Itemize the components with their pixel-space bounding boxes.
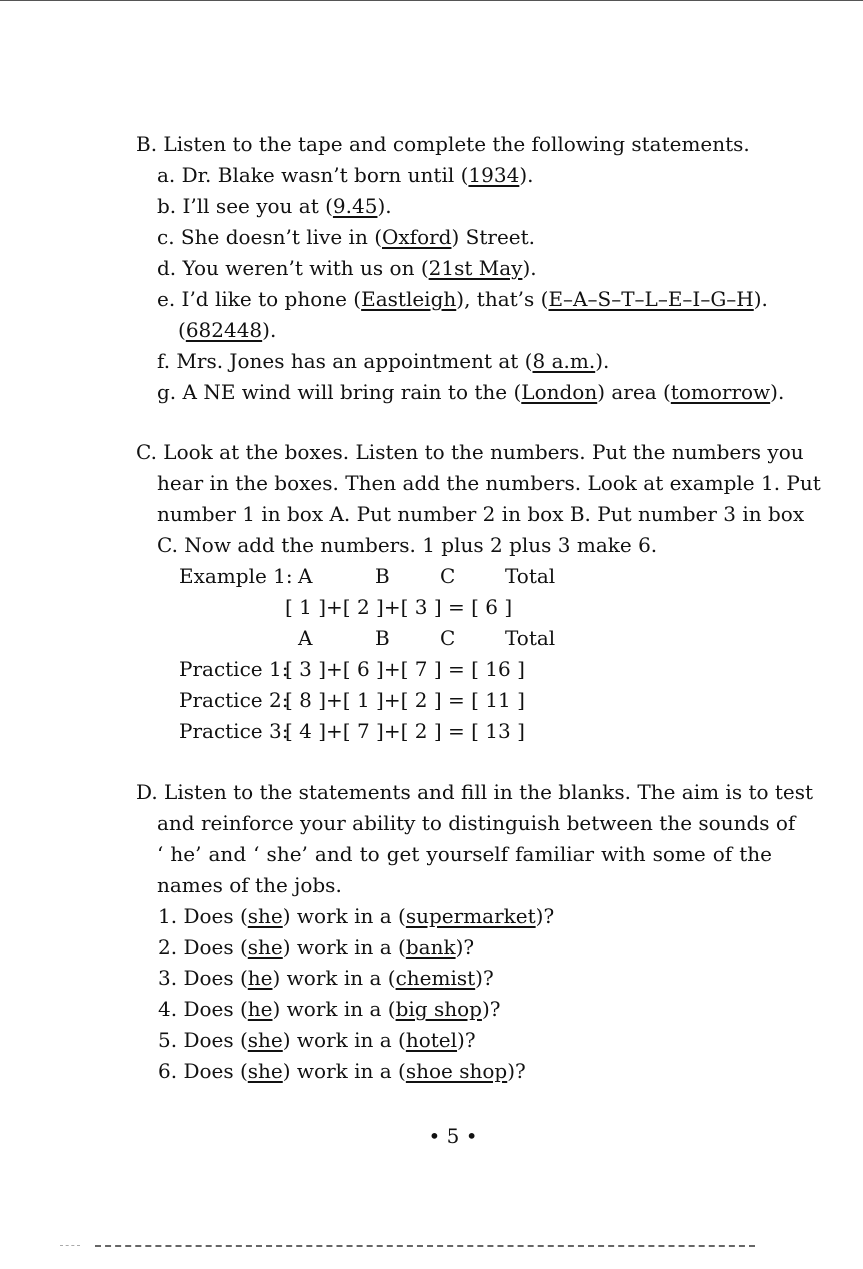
answer: she [247, 935, 283, 959]
answer: she [247, 1059, 283, 1083]
answer: big shop [395, 997, 482, 1021]
section-d-item-2 [158, 935, 474, 959]
item-text: 6. Does ( [158, 1059, 248, 1083]
item-text: ). [770, 380, 785, 404]
item-text: 3. Does ( [158, 966, 248, 990]
section-c-line-4: C. Now add the numbers. 1 plus 2 plus 3 make 6. [157, 533, 658, 557]
section-b-heading: B. Listen to the tape and complete the following statements. [136, 132, 750, 156]
page-number: • 5 • [428, 1124, 478, 1148]
section-d-line-4: names of the jobs. [157, 873, 342, 897]
answer: chemist [395, 966, 476, 990]
item-text: 2. Does ( [158, 935, 248, 959]
practice-3-row: [ 4 ]+[ 7 ]+[ 2 ] = [ 13 ] [285, 719, 525, 743]
column-a-header: A [298, 564, 313, 588]
item-text: ). [522, 256, 537, 280]
item-text: f. Mrs. Jones has an appointment at ( [157, 349, 533, 373]
item-text: ( [178, 318, 186, 342]
item-text: ) work in a ( [282, 904, 406, 928]
section-d-item-4 [158, 997, 500, 1021]
bottom-mark [60, 1245, 80, 1246]
section-b-item-c [157, 225, 535, 249]
item-text: e. I’d like to phone ( [157, 287, 362, 311]
item-text: )? [455, 935, 475, 959]
section-d-line-3: ‘ he’ and ‘ she’ and to get yourself familiar with some of the [157, 842, 772, 866]
item-text: ) area ( [597, 380, 671, 404]
practice-2-row: [ 8 ]+[ 1 ]+[ 2 ] = [ 11 ] [285, 688, 525, 712]
column-c-header: C [440, 564, 456, 588]
practice-1-label: Practice 1: [179, 657, 289, 681]
column-b-header: B [375, 564, 390, 588]
item-text: 1. Does ( [158, 904, 248, 928]
practice-1-row: [ 3 ]+[ 6 ]+[ 7 ] = [ 16 ] [285, 657, 525, 681]
section-b-item-b [157, 194, 392, 218]
item-text: b. I’ll see you at ( [157, 194, 333, 218]
answer: London [521, 380, 598, 404]
item-text: 5. Does ( [158, 1028, 248, 1052]
item-text: ) work in a ( [282, 1059, 406, 1083]
item-text: )? [535, 904, 555, 928]
item-text: ). [377, 194, 392, 218]
answer: she [247, 904, 283, 928]
section-d-line-1: D. Listen to the statements and fill in the blanks. The aim is to test [136, 780, 814, 804]
section-d-line-2: and reinforce your ability to distinguish between the sounds of [157, 811, 796, 835]
answer: 682448 [185, 318, 263, 342]
practice-3-label: Practice 3: [179, 719, 289, 743]
section-d-item-1 [158, 904, 554, 928]
column-total-header: Total [505, 626, 556, 650]
section-b-item-e-continued [178, 318, 276, 342]
item-text: g. A NE wind will bring rain to the ( [157, 380, 522, 404]
answer: shoe shop [405, 1059, 508, 1083]
item-text: ) work in a ( [272, 997, 396, 1021]
section-b-item-e [157, 287, 768, 311]
practice-2-label: Practice 2: [179, 688, 289, 712]
answer: E–A–S–T–L–E–I–G–H [548, 287, 754, 311]
section-b-item-a [157, 163, 534, 187]
item-text: )? [481, 997, 501, 1021]
answer: 9.45 [332, 194, 378, 218]
section-b-item-d [157, 256, 537, 280]
section-b-item-f [157, 349, 609, 373]
section-d-item-3 [158, 966, 494, 990]
item-text: 4. Does ( [158, 997, 248, 1021]
section-c-line-1: C. Look at the boxes. Listen to the numbers. Put the numbers you [136, 440, 804, 464]
item-text: ) work in a ( [272, 966, 396, 990]
answer: Eastleigh [361, 287, 457, 311]
section-d-item-6 [158, 1059, 526, 1083]
answer: 21st May [428, 256, 523, 280]
top-border-line [0, 0, 863, 1]
item-text: ), that’s ( [456, 287, 549, 311]
answer: 1934 [468, 163, 520, 187]
item-text: ). [262, 318, 277, 342]
column-total-header: Total [505, 564, 556, 588]
item-text: ). [753, 287, 768, 311]
example-label: Example 1: [179, 564, 293, 588]
column-b-header: B [375, 626, 390, 650]
answer: he [247, 997, 273, 1021]
bottom-border-line [95, 1245, 755, 1247]
section-d-item-5 [158, 1028, 476, 1052]
section-c-line-2: hear in the boxes. Then add the numbers. Look at example 1. Put [157, 471, 821, 495]
example-row: [ 1 ]+[ 2 ]+[ 3 ] = [ 6 ] [285, 595, 513, 619]
item-text: ). [519, 163, 534, 187]
column-c-header: C [440, 626, 456, 650]
item-text: )? [457, 1028, 476, 1052]
answer: she [247, 1028, 283, 1052]
answer: 8 a.m. [532, 349, 596, 373]
item-text: ). [595, 349, 610, 373]
item-text: ) work in a ( [282, 1028, 406, 1052]
section-c-line-3: number 1 in box A. Put number 2 in box B. Put number 3 in box [157, 502, 805, 526]
answer: he [247, 966, 273, 990]
column-a-header: A [298, 626, 313, 650]
answer: Oxford [382, 225, 452, 249]
item-text: d. You weren’t with us on ( [157, 256, 429, 280]
item-text: )? [475, 966, 494, 990]
answer: supermarket [405, 904, 536, 928]
answer: bank [405, 935, 456, 959]
item-text: ) work in a ( [282, 935, 406, 959]
item-text: c. She doesn’t live in ( [157, 225, 382, 249]
item-text: )? [507, 1059, 526, 1083]
item-text: ) Street. [451, 225, 536, 249]
section-b-item-g [157, 380, 784, 404]
item-text: a. Dr. Blake wasn’t born until ( [157, 163, 469, 187]
answer: hotel [405, 1028, 458, 1052]
answer: tomorrow [670, 380, 771, 404]
